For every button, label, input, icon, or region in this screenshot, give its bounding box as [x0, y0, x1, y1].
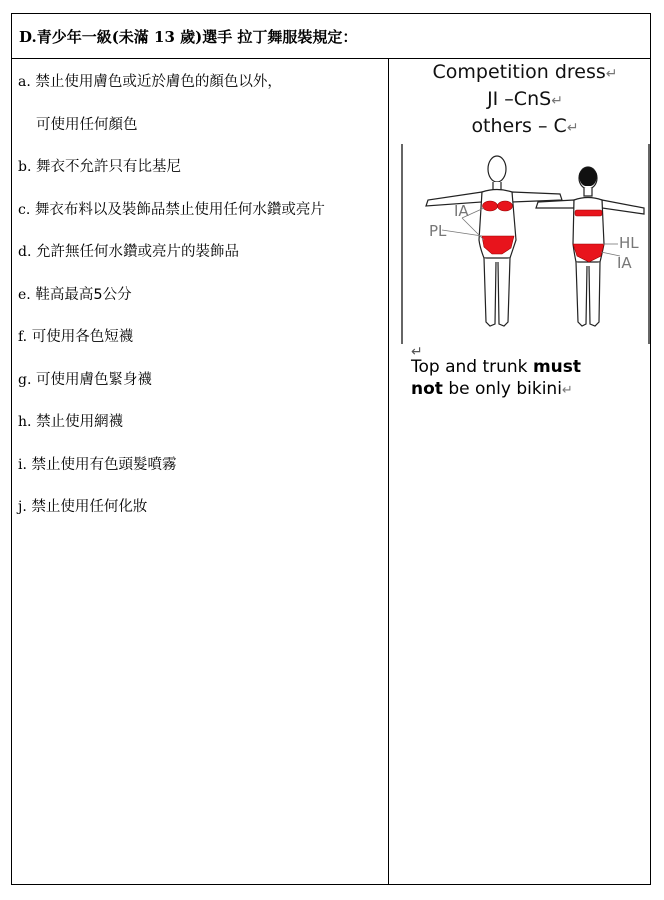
rule-text: 可使用任何顏色 — [36, 116, 138, 133]
caption-post: be only bikini — [442, 379, 562, 399]
rule-text: 禁止使用膚色或近於膚色的顏色以外， — [35, 74, 282, 90]
rules-table — [11, 13, 651, 885]
rule-text: 鞋高最高5公分 — [35, 286, 132, 303]
rule-text: 舞衣布料以及裝飾品禁止使用任何水鑽或亮片 — [34, 201, 325, 218]
rule-letter: h. — [18, 414, 32, 430]
label-ia-back: IA — [617, 254, 632, 272]
list-item — [18, 285, 383, 328]
rule-letter: c. — [18, 201, 31, 218]
caption-not: not — [411, 379, 443, 399]
dress-figure — [398, 60, 652, 420]
table-header — [12, 14, 650, 59]
return-mark: ↵ — [551, 93, 563, 109]
rule-text: 允許無任何水鑽或亮片的裝飾品 — [36, 244, 240, 260]
return-mark: ↵ — [561, 383, 573, 398]
caption-pre: Top and trunk — [411, 357, 533, 377]
rule-text: 禁止使用網襪 — [36, 414, 124, 430]
rule-text: 可使用膚色緊身襪 — [36, 371, 153, 388]
rule-letter: i. — [18, 456, 27, 473]
list-item — [18, 157, 383, 200]
rule-text: 舞衣不允許只有比基尼 — [36, 159, 182, 175]
rule-letter: a. — [18, 74, 31, 90]
return-mark: ↵ — [605, 66, 618, 82]
figure-heading — [398, 60, 652, 144]
bodies-illustration — [398, 144, 652, 364]
column-divider — [388, 59, 389, 884]
rule-text: 禁止使用有色頭髮噴霧 — [31, 456, 177, 473]
caption-must: must — [532, 357, 581, 377]
rule-letter: f. — [18, 329, 28, 345]
rule-letter: e. — [18, 286, 31, 303]
rule-letter: b. — [18, 159, 32, 175]
return-mark: ↵ — [411, 344, 423, 360]
rule-letter: g. — [18, 371, 32, 388]
list-item — [18, 327, 383, 370]
label-pl: PL — [429, 222, 447, 240]
page-title: D.青少年一級(未滿 13 歲)選手 拉丁舞服裝規定： — [19, 27, 358, 46]
rules-list — [18, 72, 383, 540]
list-item — [18, 455, 383, 498]
list-item — [18, 115, 383, 158]
label-ia-front: IA — [454, 202, 469, 220]
list-item — [18, 72, 383, 115]
label-hl: HL — [619, 234, 639, 252]
rule-letter: d. — [18, 244, 32, 260]
list-item — [18, 200, 383, 243]
figure-line-3: others – C — [471, 115, 567, 137]
rule-text: 禁止使用任何化妝 — [31, 499, 148, 515]
rule-text: 可使用各色短襪 — [31, 329, 134, 345]
figure-caption — [411, 356, 649, 402]
list-item — [18, 242, 383, 285]
return-mark: ↵ — [566, 120, 579, 136]
rule-letter: j. — [18, 499, 27, 515]
figure-line-1: Competition dress — [432, 61, 606, 83]
list-item — [18, 412, 383, 455]
figure-line-2: JI –CnS — [487, 88, 552, 110]
list-item — [18, 370, 383, 413]
list-item — [18, 497, 383, 540]
